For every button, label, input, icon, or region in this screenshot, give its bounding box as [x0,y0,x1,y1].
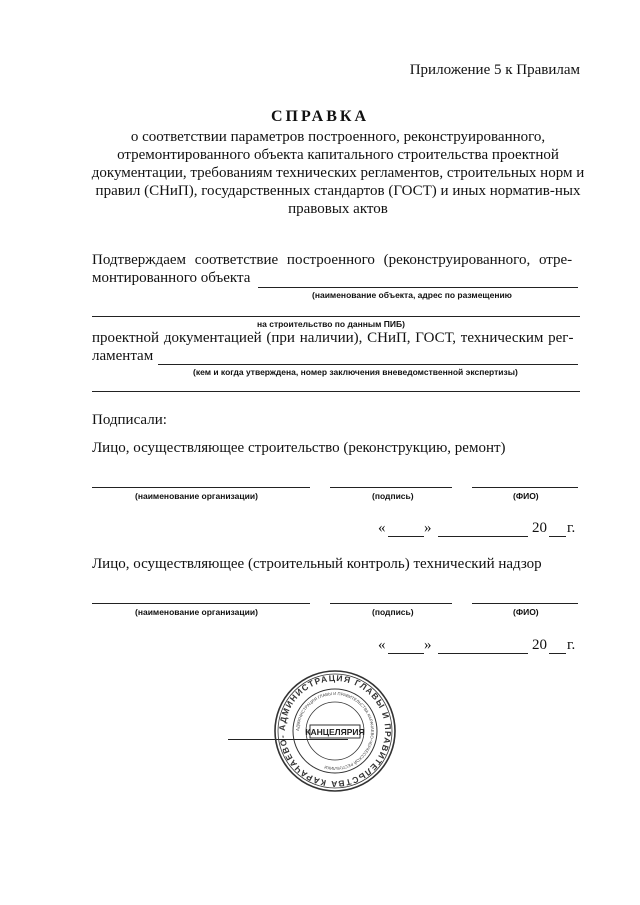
object-address-caption: на строительство по данным ПИБ) [257,319,405,329]
official-seal [272,668,398,794]
builder-year-suffix: г. [567,520,576,536]
seal-center-text: КАНЦЕЛЯРИЯ [305,727,365,737]
object-name-caption: (наименование объекта, адрес по размещению [312,290,512,300]
supervisor-day-field[interactable] [388,653,424,654]
builder-day-field[interactable] [388,536,424,537]
supervisor-year-suffix: г. [567,637,576,653]
object-address-field[interactable] [92,316,580,317]
approval-caption: (кем и когда утверждена, номер заключения вневедомственной экспертизы) [193,367,518,377]
builder-fio-caption: (ФИО) [513,491,539,501]
object-name-field[interactable] [258,287,578,288]
builder-label: Лицо, осуществляющее строительство (реконструкцию, ремонт) [92,440,506,456]
appendix-label: Приложение 5 к Правилам [409,62,580,78]
supervisor-month-field[interactable] [438,653,528,654]
confirm-line-1: Подтверждаем соответствие построенного (реконструированного, отре- [92,252,573,268]
supervisor-year-field[interactable] [549,653,566,654]
supervisor-sign-caption: (подпись) [372,607,414,617]
supervisor-org-field[interactable] [92,603,310,604]
approval-field[interactable] [158,364,578,365]
seal-icon [272,668,398,794]
builder-year-field[interactable] [549,536,566,537]
builder-sign-field[interactable] [330,487,452,488]
builder-year-prefix: 20 [532,520,547,536]
confirm-line-2: монтированного объекта [92,270,251,286]
supervisor-date-open: « [378,637,386,653]
builder-month-field[interactable] [438,536,528,537]
builder-date-close: » [424,520,432,536]
document-title: СПРАВКА [270,108,370,125]
document-subtitle: о соответствии параметров построенного, реконструированного, отремонтированного объекта капитального строительства проектной документации, требованиям технических регламентов, строительных норм и правил (СНиП), государственных стандартов (ГОСТ) и иных норматив-ных правовых актов [91,129,585,217]
supervisor-date-close: » [424,637,432,653]
builder-fio-field[interactable] [472,487,578,488]
builder-org-caption: (наименование организации) [135,491,258,501]
builder-org-field[interactable] [92,487,310,488]
confirm-line-4: ламентам [92,348,154,364]
supervisor-fio-caption: (ФИО) [513,607,539,617]
confirm-line-3: проектной документацией (при наличии), СНиП, ГОСТ, техническим рег- [92,330,574,346]
supervisor-sign-field[interactable] [330,603,452,604]
signed-label: Подписали: [92,412,167,428]
approval-extra-field[interactable] [92,391,580,392]
supervisor-org-caption: (наименование организации) [135,607,258,617]
supervisor-fio-field[interactable] [472,603,578,604]
supervisor-year-prefix: 20 [532,637,547,653]
builder-sign-caption: (подпись) [372,491,414,501]
seal-inner-text: АДМИНИСТРАЦИЯ ГЛАВЫ И ПРАВИТЕЛЬСТВА КАРАЧАЕВО-ЧЕРКЕССКОЙ РЕСПУБЛИКИ [294,690,376,772]
builder-date-open: « [378,520,386,536]
seal-outer-text: АДМИНИСТРАЦИЯ ГЛАВЫ И ПРАВИТЕЛЬСТВА КАРАЧАЕВО- [276,672,394,790]
supervisor-label: Лицо, осуществляющее (строительный контроль) технический надзор [92,556,542,572]
